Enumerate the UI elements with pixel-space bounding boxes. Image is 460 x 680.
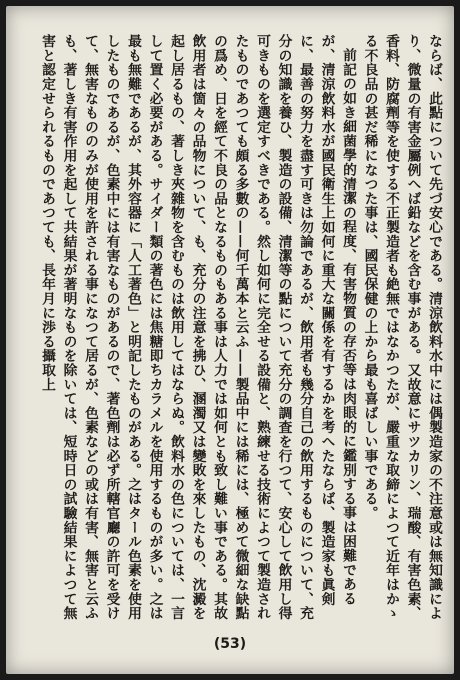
book-page [6, 6, 454, 674]
vertical-text-block [36, 34, 445, 626]
paragraph-1: ならば、此點について先づ安心である。清涼飲料水中には偶製造家の不注意或は無知識により、微量の有害金屬例へば鉛などを含む事がある。又故意にサツカリン、瑞酸、有害色素、香料、防腐劑等を使する不正製造者も絶無ではなかつたが、嚴重な取締によつて近年はかゝる不良品の甚だ稀になつた事は、國民保健の上から最も喜ばしい事である。 [361, 34, 442, 621]
page-number: (53) [213, 636, 247, 652]
paragraph-2: 前記の如き細菌學的清潔の程度、有害物質の存否等は肉眼的に鑑別する事は困難であるが、清涼飲料水が國民衛生上如何に重大な關係を有するかを考へたならば、製造家も眞剣に、最善の努力を盡す可きは勿論であるが、飲用者も幾分自己の飲用するものについて、充分の知識を養ひ、製造の設備、清潔等の點について充分の調査を行つて、安心して飲用し得可きものを選定すべきである。然し如何に完全せる設備と、熟練せる技術によつて製造されたものであつても頗る多數の——何千萬本と云ふ——製品中には稀には、極めて微細な缺點の爲め、日を經て不良の品となるものもある事は人力では如何とも致し難い事である。其故飲用者は箇々の品物について、も、充分の注意を拂ひ、溷濁又は變敗を來したもの、沈澱を起し居るもの、著しき夾雜物を含むものは飲用してはならぬ。飲料水の色については、一言して置く必要がある。サイダー類の著色には焦糖即ちカラメルを使用するものが多い。之は最も無難であるが、其外容器に「人工著色」と明記したものがある。之はタール色素を使用したものであるが、色素中には有害なものがあるので、著色劑は必ず所轄官廳の許可を受けて、無害なもののみが使用を許される事になつて居るが、色素などの或は有害、無害と云ふも、著しき有害作用を起して共結果が著明なものを除いては、短時日の試驗結果によつて無害と認定せられるものであつても、長年月に渉る攝取上 [39, 34, 356, 621]
